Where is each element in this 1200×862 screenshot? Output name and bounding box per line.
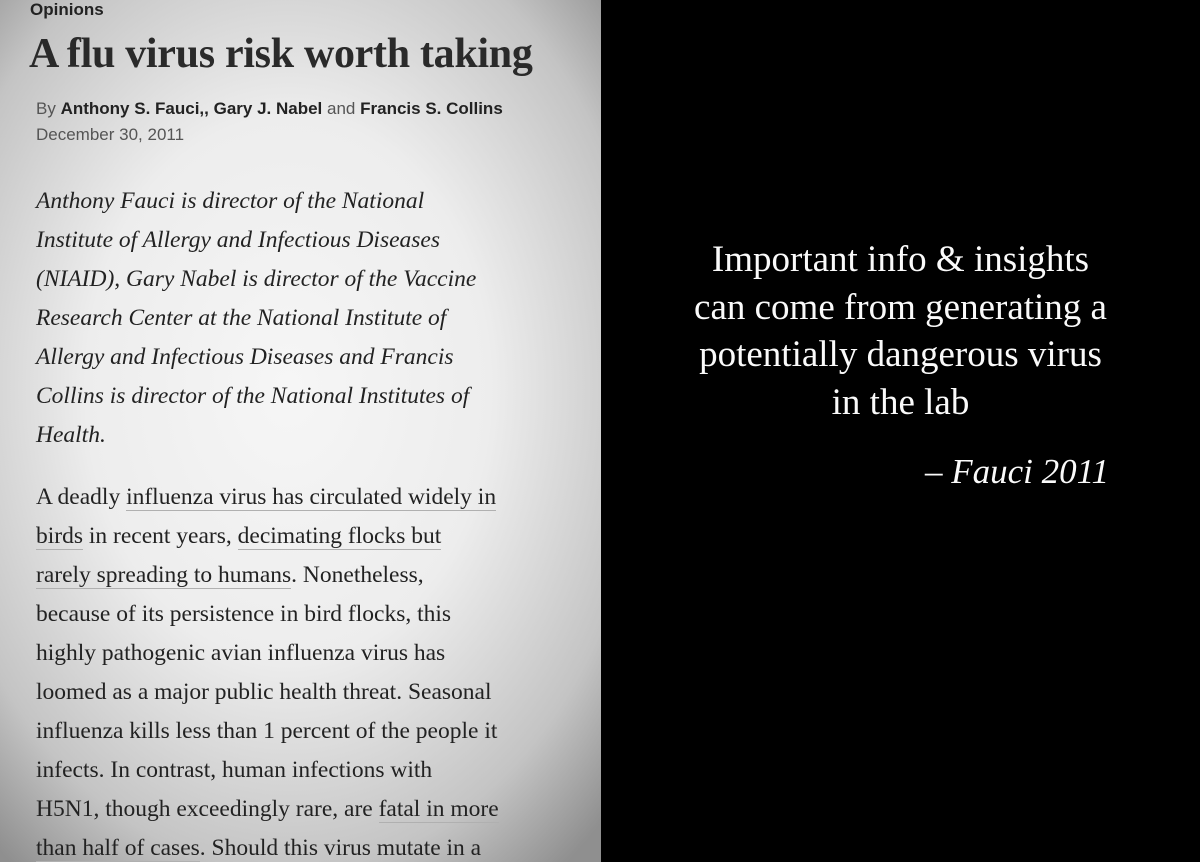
bio-line: (NIAID), Gary Nabel is director of the Vaccine	[36, 266, 477, 292]
bio-line: Health.	[36, 422, 106, 448]
quote-line: Important info & insights	[711, 239, 1090, 280]
author-link-collins[interactable]: Francis S. Collins	[360, 99, 503, 118]
author-bio	[36, 182, 581, 455]
byline	[36, 99, 503, 119]
body-text: . Nonetheless,	[291, 562, 424, 588]
byline-separator: ,	[204, 99, 209, 118]
inline-link[interactable]: rarely spreading to humans	[36, 562, 292, 588]
quote-attribution: – Fauci 2011	[924, 452, 1109, 491]
byline-prefix: By	[36, 99, 56, 118]
bio-line: Institute of Allergy and Infectious Diseases	[36, 227, 441, 253]
bio-line: Collins is director of the National Institutes of	[36, 383, 470, 409]
author-link-nabel[interactable]: Gary J. Nabel	[213, 99, 323, 118]
byline-conjunction: and	[327, 99, 356, 118]
bio-line: Allergy and Infectious Diseases and Francis	[36, 344, 454, 370]
quote-line: in the lab	[831, 381, 970, 423]
body-line: influenza kills less than 1 percent of the people it	[36, 718, 498, 744]
bio-line: Anthony Fauci is director of the National	[36, 188, 425, 214]
quote-line: potentially dangerous virus	[699, 334, 1102, 375]
body-text: H5N1, though exceedingly rare, are	[36, 796, 379, 822]
bio-line: Research Center at the National Institute of	[36, 305, 447, 331]
inline-link[interactable]: fatal in more	[378, 796, 499, 822]
body-line: loomed as a major public health threat. Seasonal	[36, 679, 492, 705]
body-line	[36, 790, 581, 829]
body-line: highly pathogenic avian influenza virus has	[36, 640, 446, 666]
body-line: because of its persistence in bird flocks, this	[36, 601, 452, 627]
article-body	[36, 478, 581, 862]
inline-link[interactable]: influenza virus has circulated widely in	[126, 484, 497, 510]
body-text: in recent years,	[83, 523, 238, 549]
body-line	[36, 829, 581, 862]
author-link-fauci[interactable]: Anthony S. Fauci,	[60, 99, 205, 118]
quote-line: can come from generating a	[694, 286, 1107, 328]
body-line	[36, 517, 581, 556]
inline-link[interactable]: birds	[36, 523, 83, 549]
quote-panel	[601, 0, 1200, 862]
quote-text	[601, 236, 1200, 426]
inline-link[interactable]: than half of cases	[36, 835, 200, 861]
inline-link[interactable]: decimating flocks but	[237, 523, 442, 549]
headline: A flu virus risk worth taking	[29, 31, 533, 77]
publish-date: December 30, 2011	[36, 125, 185, 144]
body-text: . Should this virus mutate in a	[199, 835, 482, 861]
body-line: infects. In contrast, human infections with	[36, 757, 433, 783]
body-line	[36, 478, 581, 517]
body-text: A deadly	[36, 484, 127, 510]
body-line	[36, 556, 581, 595]
section-label[interactable]: Opinions	[30, 0, 104, 19]
